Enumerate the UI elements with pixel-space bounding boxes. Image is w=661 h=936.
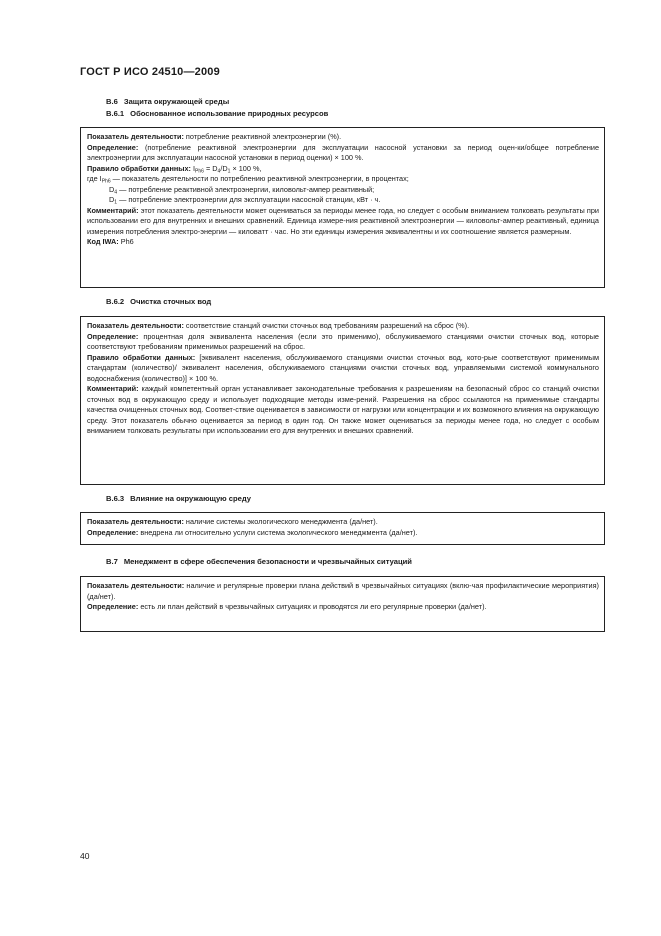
section-number: В.6.1	[106, 109, 125, 118]
formula-i-subscript: Ph6	[195, 168, 204, 174]
formula-tail: × 100 %,	[232, 163, 262, 173]
section-number: В.6.3	[106, 494, 125, 503]
section-heading-b62	[106, 297, 211, 306]
indicator-label: Показатель деятельности:	[87, 132, 184, 141]
indicator-text: потребление реактивной электроэнергии (%).	[185, 132, 342, 141]
definition-text: есть ли план действий в чрезвычайных ситуациях и проводятся ли его регулярные проверки (да/нет).	[140, 602, 487, 611]
section-heading-b6	[106, 97, 229, 106]
comment-label: Комментарий:	[87, 384, 139, 393]
section-title: Обоснованное использование природных ресурсов	[130, 109, 329, 118]
rule-text: [эквивалент населения, обслуживаемого станциями очистки сточных вод, кото-рые соответствуют применимым стандартам (количество)/ эквивалент населения, обслуживаемого станциями очистки сточных вод, управляемыми системой коммунального водоснабжения (количество)] × 100 %.	[87, 352, 600, 383]
indicator-paragraph	[87, 517, 599, 528]
indicator-text: наличие системы экологического менеджмента (да/нет).	[185, 517, 378, 526]
where-subscript: Ph6	[101, 178, 111, 185]
rule-label: Правило обработки данных:	[87, 352, 196, 362]
indicator-box-wastewater	[80, 316, 605, 485]
definition-paragraph	[87, 528, 599, 539]
indicator-label: Показатель деятельности:	[87, 581, 185, 590]
code-value: Ph6	[120, 237, 134, 246]
comment-paragraph	[87, 384, 599, 437]
rule-paragraph	[87, 164, 599, 175]
d1-text: — потребление электроэнергии для эксплуатации насосной станции, кВт · ч.	[119, 195, 381, 204]
d1-subscript: 1	[114, 199, 118, 206]
definition-paragraph	[87, 332, 599, 353]
indicator-paragraph	[87, 321, 599, 332]
comment-label: Комментарий:	[87, 205, 139, 215]
section-heading-b61	[106, 109, 328, 118]
definition-paragraph	[87, 602, 599, 613]
d4-subscript: 4	[114, 189, 118, 195]
comment-text: этот показатель деятельности может оцениваться за периоды менее года, но следует с особым вниманием толковать результаты при использовании его для внутренних и внешних сравнений. Единица измере-ния реактивной электроэнергии — киловольт-ампер реактивный, единица измерения потребления электро-энергии — киловатт · час. Но эти единицы измерения эквивалентны и их соотношение является размерным.	[87, 205, 599, 236]
section-number: В.6.2	[106, 297, 125, 306]
definition-text: (потребление реактивной электроэнергии для эксплуатации насосной установки за период оцен-ки/общее потребление электроэнергии для эксплуатации насосной установки в период оценки) × 100 %.	[87, 142, 600, 162]
rule-paragraph	[87, 353, 599, 385]
definition-label: Определение:	[87, 602, 139, 611]
indicator-paragraph	[87, 581, 599, 602]
section-title: Очистка сточных вод	[130, 297, 212, 306]
rule-label: Правило обработки данных:	[87, 163, 191, 173]
formula-eq: = D	[205, 163, 218, 173]
d4-line	[87, 185, 599, 196]
code-label: Код IWA:	[87, 237, 119, 246]
where-line	[87, 174, 599, 185]
comment-text: каждый компетентный орган устанавливает законодательные требования к разрешениям на безопасный сброс со станций очистки сточных вод в окружающую среду и использует подходящие методы изме-рений. Разрешения на сброс ссылаются на применимые стандарты качества очищенных сточных вод. Соответ-ствие оценивается в зависимости от нагрузки или концентрации и их возможного влияния на окружающую среду. Этот показатель обычно оценивается за период в один год. Он также может оцениваться за периоды менее года, но следует с особым вниманием толковать результаты при использовании его для внутренних и внешних сравнений.	[87, 384, 599, 435]
code-paragraph	[87, 237, 599, 248]
section-number: В.7	[106, 557, 118, 566]
indicator-text: соответствие станций очистки сточных вод требованиям разрешений на сброс (%).	[185, 321, 470, 330]
formula-d4-subscript: 4	[217, 168, 221, 174]
formula-i: I	[193, 163, 196, 173]
indicator-box-emergency	[80, 576, 605, 632]
definition-text: внедрена ли относительно услуги система экологического менеджмента (да/нет).	[140, 527, 418, 537]
page-number: 40	[80, 851, 90, 861]
document-title: ГОСТ Р ИСО 24510—2009	[80, 66, 220, 78]
section-title: Защита окружающей среды	[123, 97, 230, 106]
definition-text: процентная доля эквивалента населения (если это применимо), обслуживаемого станциями очистки сточных вод, которые соответствуют требованиям применимых разрешений на сброс.	[87, 331, 599, 351]
section-heading-b7	[106, 557, 412, 566]
formula-slash: /D	[220, 163, 228, 173]
definition-paragraph	[87, 143, 599, 164]
definition-label: Определение:	[87, 527, 139, 537]
indicator-box-ems	[80, 512, 605, 545]
comment-paragraph	[87, 206, 599, 238]
indicator-label: Показатель деятельности:	[87, 517, 184, 526]
d1-line	[87, 195, 599, 206]
where-prefix: где I	[87, 174, 102, 183]
section-number: В.6	[106, 97, 118, 106]
d4-text: — потребление реактивной электроэнергии, киловольт-ампер реактивный;	[119, 184, 375, 194]
formula-d1-subscript: 1	[227, 168, 231, 174]
indicator-label: Показатель деятельности:	[87, 321, 184, 330]
where-text: — показатель деятельности по потреблению реактивной электроэнергии, в процентах;	[112, 174, 409, 183]
indicator-text: наличие и регулярные проверки плана действий в чрезвычайных ситуациях (вклю-чая профилактические мероприятия) (да/нет).	[87, 581, 599, 601]
indicator-paragraph	[87, 132, 599, 143]
section-title: Менеджмент в сфере обеспечения безопасности и чрезвычайных ситуаций	[123, 557, 412, 566]
d1-letter: D	[109, 195, 115, 204]
d4-letter: D	[109, 184, 115, 194]
definition-label: Определение:	[87, 331, 139, 341]
section-heading-b63	[106, 494, 251, 503]
section-title: Влияние на окружающую среду	[130, 494, 251, 503]
indicator-box-reactive-energy	[80, 127, 605, 288]
definition-label: Определение:	[87, 142, 139, 152]
